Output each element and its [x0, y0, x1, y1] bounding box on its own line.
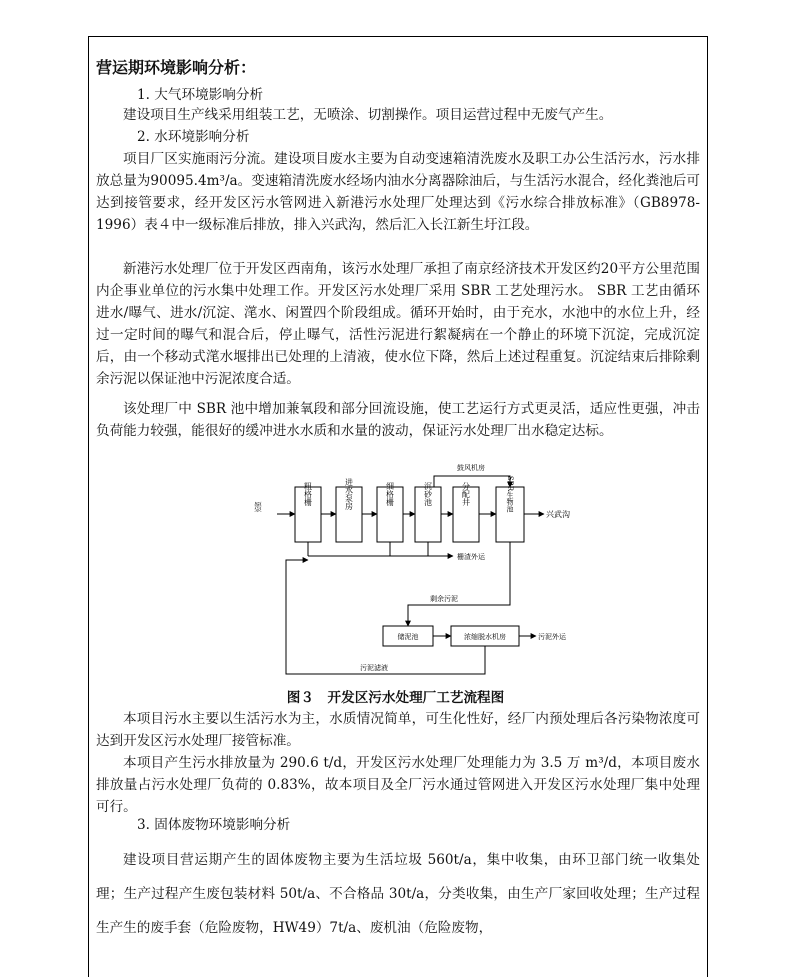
distribution-well-label: 分配井 [461, 482, 471, 506]
coarse-screen-label: 粗格栅 [303, 482, 313, 506]
water-paragraph-2: 新港污水处理厂位于开发区西南角，该污水处理厂承担了南京经济技术开发区约20平方公里范围内企事业单位的污水集中处理工作。开发区污水处理厂采用 SBR 工艺处理污水。 SBR 工艺由循环进水/曝气、进水/沉淀、滗水、闲置四个阶段组成。循环开始时，由于充水，水池中的水位上升，经过一定时间的曝气和混合后，停止曝气，活性污泥进行絮凝病在一个静止的环境下沉淀，完成沉淀后，由一个移动式滗水堰排出已处理的上清液，使水位下降，然后上述过程重复。沉淀结束后排除剩余污泥以保证池中污泥浓度合适。 [96, 261, 700, 387]
sbr-tank-label: SBR生物池 [506, 475, 514, 513]
pump-room-label: 进水泵房 [344, 478, 354, 510]
water-paragraph-1: 项目厂区实施雨污分流。建设项目废水主要为自动变速箱清洗废水及职工办公生活污水，污水排放总量为90095.4m³/a。变速箱清洗废水经场内油水分离器除油后，与生活污水混合，经化粪池后可达到接管要求，经开发区污水管网进入新港污水处理厂处理达到《污水综合排放标准》（GB8978-1996）表４中一级标准后排放，排入兴武沟，然后汇入长江新生圩江段。 [96, 151, 700, 233]
sludge-out-label: 污泥外运 [538, 633, 566, 641]
water-paragraph-4: 本项目污水主要以生活污水为主，水质情况简单，可生化性好，经厂内预处理后各污染物浓度可达到开发区污水处理厂接管标准。 [96, 711, 700, 749]
excess-sludge-label: 剩余污泥 [430, 595, 458, 603]
grit-chamber-label: 沉砂池 [423, 482, 433, 506]
water-title: 2. 水环境影响分析 [137, 129, 250, 145]
dewatering-room-label: 浓缩脱水机房 [464, 633, 506, 641]
water-paragraph-3: 该处理厂中 SBR 池中增加兼氧段和部分回流设施，使工艺运行方式更灵活，适应性更强，冲击负荷能力较强，能很好的缓冲进水水质和水量的波动，保证污水处理厂出水稳定达标。 [96, 401, 700, 439]
filtrate-label: 污泥滤液 [360, 664, 388, 672]
air-title: 1. 大气环境影响分析 [137, 87, 264, 103]
water-paragraph-5: 本项目产生污水排放量为 290.6 t/d，开发区污水处理厂处理能力为 3.5 万 m³/d，本项目废水排放量占污水处理厂负荷的 0.83%，故本项目及全厂污水通过管网进入开发区污水处理厂集中处理可行。 [96, 755, 700, 815]
outlet-label: 兴武沟 [546, 510, 570, 519]
solid-waste-paragraph: 建设项目营运期产生的固体废物主要为生活垃圾 560t/a，集中收集，由环卫部门统一收集处理；生产过程产生废包装材料 50t/a、不合格品 30t/a，分类收集，由生产厂家回收处理；生产过程生产生的废手套（危险废物，HW49）7t/a、废机油（危险废物， [96, 852, 700, 936]
air-text: 建设项目生产线采用组装工艺，无喷涂、切割操作。项目运营过程中无废气产生。 [123, 107, 613, 123]
figure-caption: 图３ 开发区污水处理厂工艺流程图 [286, 690, 505, 706]
process-flow-diagram [240, 462, 600, 682]
fine-screen-label: 细格栅 [385, 482, 395, 506]
blower-room-label: 鼓风机房 [457, 464, 485, 472]
source-label: 原污水 [253, 502, 263, 526]
screenings-label: 栅渣外运 [457, 553, 485, 561]
solid-waste-title: 3. 固体废物环境影响分析 [137, 817, 291, 833]
section-heading: 营运期环境影响分析： [96, 58, 257, 77]
sludge-tank-label: 储泥池 [397, 633, 419, 641]
